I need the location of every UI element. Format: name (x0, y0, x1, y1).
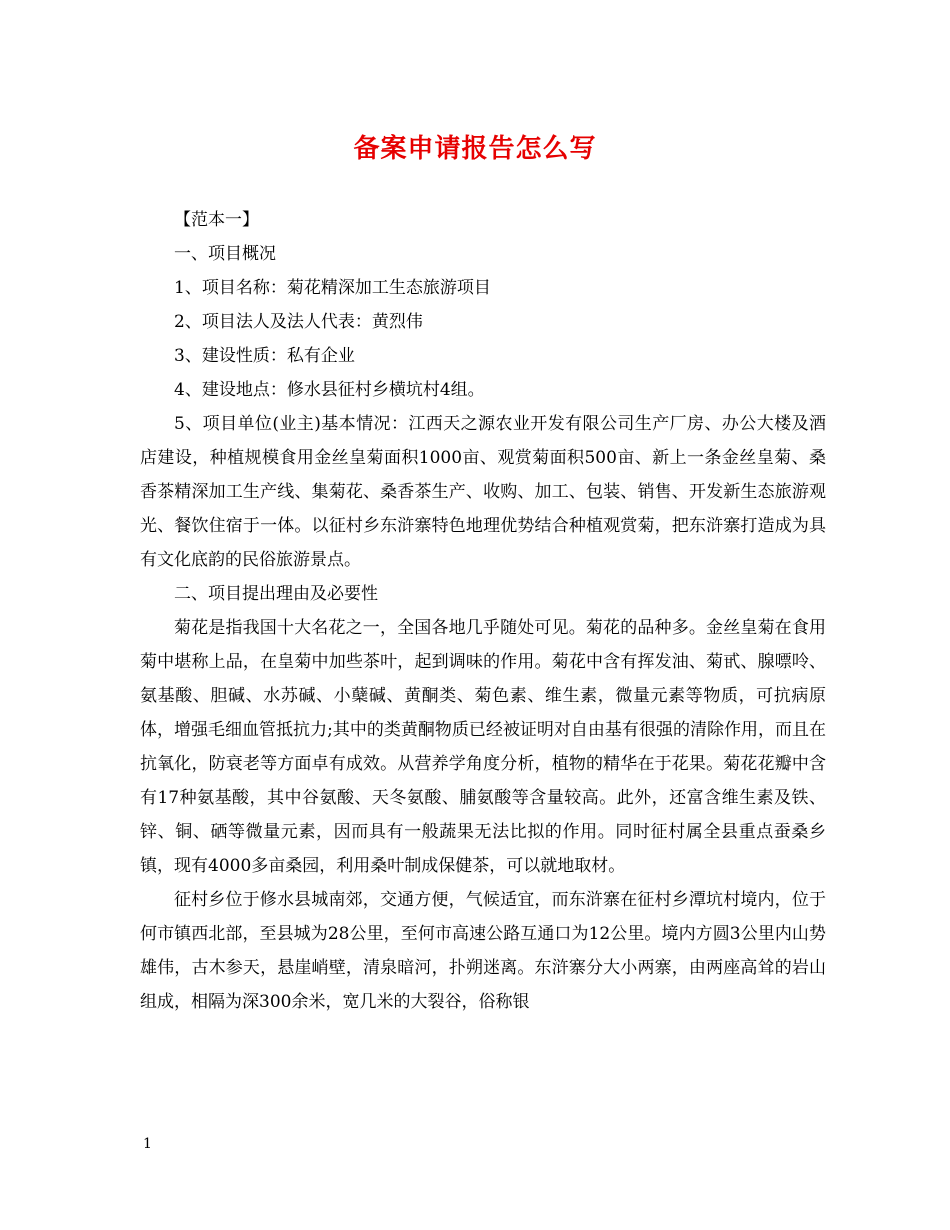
paragraph-section-2-heading: 二、项目提出理由及必要性 (174, 584, 378, 604)
document-body (140, 203, 826, 1019)
paragraph-project-name: 1、项目名称：菊花精深加工生态旅游项目 (174, 278, 491, 298)
page-number: 1 (143, 1136, 152, 1152)
paragraph-project-unit-info: 5、项目单位(业主)基本情况：江西天之源农业开发有限公司生产厂房、办公大楼及酒店建设，种植规模食用金丝皇菊面积1000亩、观赏菊面积500亩、新上一条金丝皇菊、桑香茶精深加工生产线、集菊花、桑香茶生产、收购、加工、包装、销售、开发新生态旅游观光、餐饮住宿于一体。以征村乡东浒寨特色地理优势结合种植观赏菊，把东浒寨打造成为具有文化底韵的民俗旅游景点。 (140, 414, 826, 570)
paragraph-location-description: 征村乡位于修水县城南郊，交通方便，气候适宜，而东浒寨在征村乡潭坑村境内，位于何市镇西北部，至县城为28公里，至何市高速公路互通口为12公里。境内方圆3公里内山势雄伟，古木参天，悬崖峭壁，清泉暗河，扑朔迷离。东浒寨分大小两寨，由两座高耸的岩山组成，相隔为深300余米，宽几米的大裂谷，俗称银 (140, 890, 826, 1012)
paragraph-sample-heading: 【范本一】 (174, 210, 259, 230)
document-title: 备案申请报告怎么写 (353, 134, 597, 164)
paragraph-construction-nature: 3、建设性质：私有企业 (174, 346, 355, 366)
paragraph-construction-site: 4、建设地点：修水县征村乡横坑村4组。 (174, 380, 485, 400)
paragraph-section-1-heading: 一、项目概况 (174, 244, 276, 264)
paragraph-chrysanthemum-description: 菊花是指我国十大名花之一，全国各地几乎随处可见。菊花的品种多。金丝皇菊在食用菊中堪称上品，在皇菊中加些茶叶，起到调味的作用。菊花中含有挥发油、菊甙、腺嘌呤、氨基酸、胆碱、水苏碱、小蘖碱、黄酮类、菊色素、维生素，微量元素等物质，可抗病原体，增强毛细血管抵抗力;其中的类黄酮物质已经被证明对自由基有很强的清除作用，而且在抗氧化，防衰老等方面卓有成效。从营养学角度分析，植物的精华在于花果。菊花花瓣中含有17种氨基酸，其中谷氨酸、天冬氨酸、脯氨酸等含量较高。此外，还富含维生素及铁、锌、铜、硒等微量元素，因而具有一般蔬果无法比拟的作用。同时征村属全县重点蚕桑乡镇，现有4000多亩桑园，利用桑叶制成保健茶，可以就地取材。 (140, 618, 826, 876)
paragraph-legal-representative: 2、项目法人及法人代表：黄烈伟 (174, 312, 423, 332)
